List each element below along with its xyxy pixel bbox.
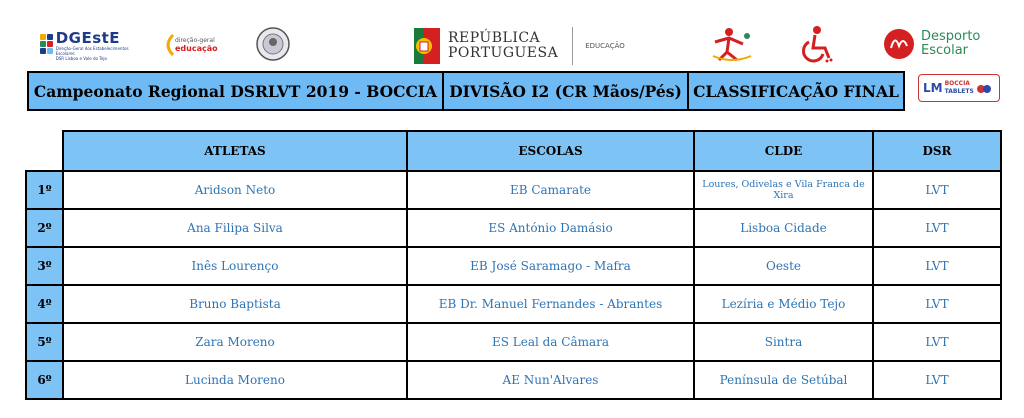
- table-row: [26, 361, 1001, 399]
- desporto-adaptado-logo: [707, 24, 757, 64]
- republica-portuguesa-logo: [414, 27, 625, 65]
- dgeste-subtitle: Direção-Geral dos Estabelecimentos Escolares: [55, 46, 129, 56]
- dsr-cell: LVT: [873, 285, 1001, 323]
- table-row: [26, 323, 1001, 361]
- table-row: [26, 171, 1001, 209]
- boccia-tablets-logo: [918, 74, 1000, 102]
- desporto-escolar-logo: [883, 28, 980, 60]
- clde-header: CLDE: [694, 131, 873, 171]
- table-header-row: [26, 131, 1001, 171]
- table-row: [26, 247, 1001, 285]
- republica-divider: [572, 27, 573, 65]
- title-bar: [27, 71, 905, 111]
- dsr-cell: LVT: [873, 323, 1001, 361]
- division-title: DIVISÃO I2 (CR Mãos/Pés): [444, 73, 689, 109]
- classification-title: CLASSIFICAÇÃO FINAL: [693, 81, 899, 101]
- dgeste-mark-icon: [40, 34, 53, 58]
- boccia-balls-icon: [976, 81, 992, 95]
- boccia-line2: TABLETS: [944, 88, 974, 95]
- seal-icon: [255, 26, 291, 62]
- athlete-cell: Zara Moreno: [63, 323, 407, 361]
- athlete-cell: Aridson Neto: [63, 171, 407, 209]
- dsr-cell: LVT: [873, 361, 1001, 399]
- clde-cell: Península de Setúbal: [694, 361, 873, 399]
- clde-cell: Oeste: [694, 247, 873, 285]
- dge-line1: direção-geral: [175, 37, 215, 44]
- school-cell: ES António Damásio: [407, 209, 694, 247]
- ceste-seal-logo: [255, 26, 291, 62]
- rank-header-blank: [26, 131, 63, 171]
- clde-cell: Loures, Odivelas e Vila Franca de Xira: [694, 171, 873, 209]
- wheelchair-icon: [795, 24, 835, 64]
- athletes-header: ATLETAS: [63, 131, 407, 171]
- clde-cell: Sintra: [694, 323, 873, 361]
- dsr-cell: LVT: [873, 171, 1001, 209]
- republica-line1: REPÚBLICA: [448, 30, 541, 46]
- dgeste-logo: [40, 26, 140, 66]
- school-cell: EB José Saramago - Mafra: [407, 247, 694, 285]
- desporto-escolar-icon: [883, 28, 915, 60]
- athlete-cell: Lucinda Moreno: [63, 361, 407, 399]
- wheelchair-sport-logo: [795, 24, 835, 64]
- school-cell: EB Camarate: [407, 171, 694, 209]
- boccia-line1: BOCCIA: [944, 80, 970, 87]
- clde-cell: Lezíria e Médio Tejo: [694, 285, 873, 323]
- rank-cell: 4º: [26, 285, 63, 323]
- clde-cell: Lisboa Cidade: [694, 209, 873, 247]
- dge-swoosh-icon: [163, 33, 175, 57]
- desporto-line2: Escolar: [921, 43, 969, 58]
- athlete-cell: Bruno Baptista: [63, 285, 407, 323]
- coat-of-arms-icon: [414, 28, 440, 64]
- results-table: [25, 130, 1002, 400]
- school-cell: EB Dr. Manuel Fernandes - Abrantes: [407, 285, 694, 323]
- athlete-cell: Inês Lourenço: [63, 247, 407, 285]
- table-row: [26, 209, 1001, 247]
- schools-header: ESCOLAS: [407, 131, 694, 171]
- rank-cell: 1º: [26, 171, 63, 209]
- dsr-cell: LVT: [873, 209, 1001, 247]
- boccia-mark: LM: [923, 81, 943, 95]
- event-title: Campeonato Regional DSRLVT 2019 - BOCCIA: [29, 73, 444, 109]
- dsr-cell: LVT: [873, 247, 1001, 285]
- dgeste-name: DGEstE: [55, 29, 121, 47]
- republica-line2: PORTUGUESA: [448, 45, 559, 61]
- rank-cell: 2º: [26, 209, 63, 247]
- desporto-line1: Desporto: [921, 29, 981, 44]
- school-cell: AE Nun'Alvares: [407, 361, 694, 399]
- republica-area: EDUCAÇÃO: [585, 42, 625, 50]
- rank-cell: 5º: [26, 323, 63, 361]
- dsr-header: DSR: [873, 131, 1001, 171]
- rank-cell: 6º: [26, 361, 63, 399]
- table-row: [26, 285, 1001, 323]
- dge-line2: educação: [175, 44, 218, 53]
- athlete-cell: Ana Filipa Silva: [63, 209, 407, 247]
- dgeste-region: DSR Lisboa e Vale do Tejo: [55, 56, 107, 61]
- dge-logo: [163, 28, 223, 62]
- school-cell: ES Leal da Câmara: [407, 323, 694, 361]
- athlete-figure-icon: [707, 24, 757, 64]
- rank-cell: 3º: [26, 247, 63, 285]
